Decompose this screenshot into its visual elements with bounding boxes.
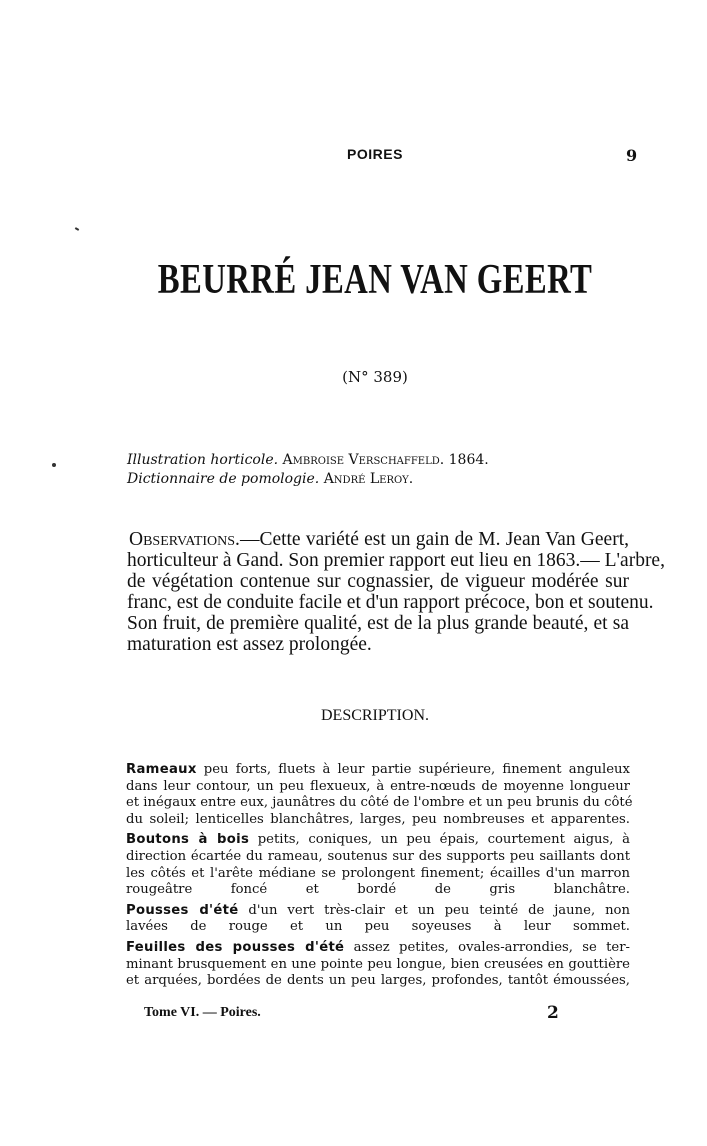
running-head: POIRES — [347, 146, 403, 162]
scan-speck — [75, 227, 79, 231]
text-line: Son fruit, de première qualité, est de la plus grande beauté, et sa — [127, 613, 629, 634]
paragraph-lead: Boutons à bois — [126, 832, 250, 848]
paragraph-lead: Feuilles des pousses d'été — [126, 939, 345, 955]
text-line: direction écartée du rameau, soutenus sur des supports peu saillants dont — [126, 848, 630, 864]
variety-number: (N° 389) — [342, 368, 408, 386]
observations-lead: Observations. — [129, 529, 240, 550]
text-line: de végétation contenue sur cognassier, de vigueur modérée sur — [127, 571, 629, 592]
text-line: et arquées, bordées de dents un peu larges, profondes, tantôt émoussées, — [126, 973, 630, 989]
paragraph-lead: Pousses d'été — [126, 902, 239, 918]
observations-paragraph — [127, 529, 665, 655]
text-line: du soleil; lenticelles blanchâtres, larges, peu nombreuses et apparentes. — [126, 811, 630, 827]
sheet-number: 2 — [547, 1003, 559, 1023]
citation-author: Ambroise Verschaffeld. 1864. — [282, 452, 489, 468]
text-line: assez petites, ovales-arrondies, se ter- — [344, 939, 630, 955]
citation-work: Illustration horticole. — [127, 452, 279, 468]
text-line: petits, coniques, un peu épais, courtement aigus, à — [249, 832, 630, 848]
text-line: peu forts, fluets à leur partie supérieure, finement anguleux — [196, 762, 630, 777]
text-line: et inégaux entre eux, jaunâtres du côté de l'ombre et un peu brunis du côté — [126, 795, 633, 811]
text-line: franc, est de conduite facile et d'un rapport précoce, bon et soutenu. — [127, 592, 654, 613]
text-line: maturation est assez prolongée. — [127, 634, 372, 655]
text-line: les côtés et l'arête médiane se prolongent finement; écailles d'un marron — [126, 865, 630, 881]
signature-mark: Tome VI. — Poires. — [144, 1005, 261, 1020]
text-line: minant brusquement en une pointe peu longue, bien creusées en gouttière — [126, 956, 630, 972]
paragraph-lead: Rameaux — [126, 762, 197, 777]
citation-work: Dictionnaire de pomologie. — [127, 471, 320, 487]
text-line: d'un vert très-clair et un peu teinté de jaune, non — [238, 902, 630, 918]
description-body — [126, 762, 633, 990]
page-title: BEURRÉ JEAN VAN GEERT — [157, 257, 593, 303]
citation — [127, 471, 413, 487]
text-line: dans leur contour, un peu flexueux, à entre-nœuds de moyenne longueur — [126, 778, 630, 794]
text-line: lavées de rouge et un peu soyeuses à leur sommet. — [126, 919, 630, 935]
page-number: 9 — [626, 146, 638, 165]
citation — [127, 452, 489, 468]
scan-speck — [52, 463, 56, 467]
text-line: horticulteur à Gand. Son premier rapport eut lieu en 1863.— L'arbre, — [127, 550, 665, 571]
citation-author: André Leroy. — [323, 471, 414, 487]
text-line: —Cette variété est un gain de M. Jean Van Geert, — [239, 529, 629, 550]
text-line: rougeâtre foncé et bordé de gris blanchâtre. — [126, 882, 630, 898]
section-heading: DESCRIPTION. — [320, 707, 429, 724]
